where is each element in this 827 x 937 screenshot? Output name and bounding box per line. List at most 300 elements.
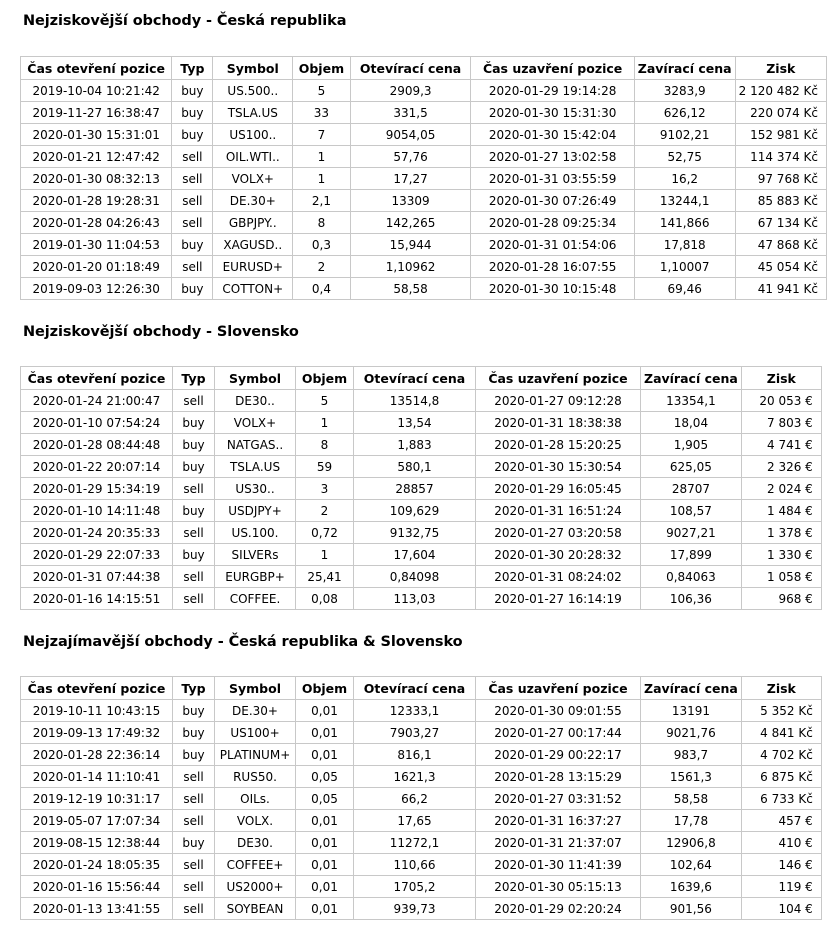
cell-close-price: 17,78: [641, 810, 742, 832]
cell-close-time: 2020-01-28 09:25:34: [471, 212, 634, 234]
column-header-close-price: Zavírací cena: [641, 677, 742, 700]
cell-profit: 85 883 Kč: [735, 190, 826, 212]
cell-symbol: US30..: [215, 478, 296, 500]
cell-close-price: 17,818: [634, 234, 735, 256]
cell-open-time: 2020-01-30 15:31:01: [21, 124, 172, 146]
cell-open-time: 2020-01-24 21:00:47: [21, 390, 173, 412]
cell-profit: 1 330 €: [741, 544, 821, 566]
cell-profit: 67 134 Kč: [735, 212, 826, 234]
cell-close-price: 13244,1: [634, 190, 735, 212]
cell-close-time: 2020-01-27 03:31:52: [476, 788, 641, 810]
cell-close-price: 12906,8: [641, 832, 742, 854]
cell-type: buy: [173, 434, 215, 456]
cell-open-time: 2020-01-13 13:41:55: [21, 898, 173, 920]
table-row: [21, 854, 822, 876]
cell-volume: 8: [293, 212, 350, 234]
cell-open-time: 2020-01-28 22:36:14: [21, 744, 173, 766]
column-header-open-price: Otevírací cena: [354, 677, 476, 700]
cell-volume: 5: [293, 80, 350, 102]
cell-symbol: SILVERs: [215, 544, 296, 566]
cell-close-time: 2020-01-27 00:17:44: [476, 722, 641, 744]
cell-close-price: 28707: [641, 478, 742, 500]
column-header-open-time: Čas otevření pozice: [21, 367, 173, 390]
cell-close-time: 2020-01-27 09:12:28: [476, 390, 641, 412]
cell-close-time: 2020-01-31 03:55:59: [471, 168, 634, 190]
table-row: [21, 80, 827, 102]
table-row: [21, 434, 822, 456]
cell-close-time: 2020-01-31 16:37:27: [476, 810, 641, 832]
cell-close-time: 2020-01-28 13:15:29: [476, 766, 641, 788]
cell-symbol: COFFEE.: [215, 588, 296, 610]
cell-volume: 2,1: [293, 190, 350, 212]
cell-open-time: 2020-01-24 18:05:35: [21, 854, 173, 876]
cell-close-price: 1,10007: [634, 256, 735, 278]
cell-open-time: 2020-01-28 04:26:43: [21, 212, 172, 234]
cell-type: buy: [173, 544, 215, 566]
cell-close-time: 2020-01-31 18:38:38: [476, 412, 641, 434]
cell-type: sell: [172, 146, 213, 168]
column-header-type: Typ: [173, 677, 215, 700]
cell-type: sell: [173, 876, 215, 898]
cell-open-price: 939,73: [354, 898, 476, 920]
column-header-open-price: Otevírací cena: [354, 367, 476, 390]
section-title-cz: Nejziskovější obchody - Česká republika: [23, 13, 347, 29]
cell-open-time: 2020-01-28 19:28:31: [21, 190, 172, 212]
cell-open-price: 17,65: [354, 810, 476, 832]
cell-symbol: US100..: [213, 124, 293, 146]
cell-close-time: 2020-01-29 00:22:17: [476, 744, 641, 766]
cell-open-price: 0,84098: [354, 566, 476, 588]
cell-open-price: 1,883: [354, 434, 476, 456]
table-row: [21, 700, 822, 722]
column-header-symbol: Symbol: [215, 677, 296, 700]
cell-volume: 0,01: [296, 832, 354, 854]
cell-open-price: 7903,27: [354, 722, 476, 744]
column-header-profit: Zisk: [735, 57, 826, 80]
cell-volume: 0,4: [293, 278, 350, 300]
cell-volume: 59: [296, 456, 354, 478]
cell-profit: 41 941 Kč: [735, 278, 826, 300]
cell-symbol: US2000+: [215, 876, 296, 898]
trades-table-sk: [20, 366, 822, 610]
cell-open-price: 11272,1: [354, 832, 476, 854]
column-header-close-price: Zavírací cena: [641, 367, 742, 390]
cell-type: buy: [172, 80, 213, 102]
column-header-volume: Objem: [293, 57, 350, 80]
cell-close-time: 2020-01-28 16:07:55: [471, 256, 634, 278]
cell-profit: 20 053 €: [741, 390, 821, 412]
cell-close-price: 9102,21: [634, 124, 735, 146]
cell-close-time: 2020-01-27 16:14:19: [476, 588, 641, 610]
cell-volume: 5: [296, 390, 354, 412]
cell-close-price: 13354,1: [641, 390, 742, 412]
cell-close-price: 1,905: [641, 434, 742, 456]
cell-open-time: 2019-08-15 12:38:44: [21, 832, 173, 854]
cell-symbol: DE30.: [215, 832, 296, 854]
cell-close-time: 2020-01-30 10:15:48: [471, 278, 634, 300]
cell-close-price: 52,75: [634, 146, 735, 168]
cell-volume: 1: [296, 544, 354, 566]
cell-type: sell: [173, 854, 215, 876]
cell-symbol: XAGUSD..: [213, 234, 293, 256]
cell-close-time: 2020-01-28 15:20:25: [476, 434, 641, 456]
cell-close-time: 2020-01-30 15:31:30: [471, 102, 634, 124]
cell-symbol: USDJPY+: [215, 500, 296, 522]
cell-open-time: 2020-01-10 07:54:24: [21, 412, 173, 434]
cell-open-price: 1,10962: [350, 256, 471, 278]
cell-profit: 4 702 Kč: [741, 744, 821, 766]
cell-type: buy: [173, 832, 215, 854]
cell-close-time: 2020-01-27 03:20:58: [476, 522, 641, 544]
section-title-cz-sk: Nejzajímavější obchody - Česká republika & Slovensko: [23, 634, 463, 650]
cell-type: sell: [173, 390, 215, 412]
table-header-row: [21, 57, 827, 80]
cell-profit: 7 803 €: [741, 412, 821, 434]
cell-close-price: 106,36: [641, 588, 742, 610]
table-row: [21, 722, 822, 744]
cell-open-price: 113,03: [354, 588, 476, 610]
cell-symbol: DE.30+: [213, 190, 293, 212]
cell-open-time: 2020-01-10 14:11:48: [21, 500, 173, 522]
cell-volume: 3: [296, 478, 354, 500]
column-header-symbol: Symbol: [215, 367, 296, 390]
cell-close-price: 625,05: [641, 456, 742, 478]
cell-symbol: OIL.WTI..: [213, 146, 293, 168]
cell-type: sell: [172, 212, 213, 234]
cell-close-price: 901,56: [641, 898, 742, 920]
cell-close-price: 141,866: [634, 212, 735, 234]
cell-open-time: 2020-01-30 08:32:13: [21, 168, 172, 190]
cell-profit: 2 120 482 Kč: [735, 80, 826, 102]
cell-open-price: 17,27: [350, 168, 471, 190]
cell-symbol: VOLX.: [215, 810, 296, 832]
cell-open-price: 13,54: [354, 412, 476, 434]
cell-volume: 0,72: [296, 522, 354, 544]
cell-open-time: 2019-12-19 10:31:17: [21, 788, 173, 810]
cell-close-price: 983,7: [641, 744, 742, 766]
cell-volume: 8: [296, 434, 354, 456]
cell-profit: 410 €: [741, 832, 821, 854]
cell-open-price: 142,265: [350, 212, 471, 234]
cell-open-price: 13514,8: [354, 390, 476, 412]
cell-type: buy: [173, 500, 215, 522]
cell-symbol: US100+: [215, 722, 296, 744]
cell-close-price: 1639,6: [641, 876, 742, 898]
cell-open-time: 2020-01-14 11:10:41: [21, 766, 173, 788]
table-row: [21, 412, 822, 434]
cell-profit: 457 €: [741, 810, 821, 832]
cell-profit: 6 875 Kč: [741, 766, 821, 788]
cell-symbol: US.500..: [213, 80, 293, 102]
cell-profit: 4 841 Kč: [741, 722, 821, 744]
cell-open-time: 2019-05-07 17:07:34: [21, 810, 173, 832]
table-row: [21, 190, 827, 212]
column-header-open-time: Čas otevření pozice: [21, 57, 172, 80]
column-header-close-time: Čas uzavření pozice: [471, 57, 634, 80]
cell-close-price: 9027,21: [641, 522, 742, 544]
cell-open-time: 2019-10-11 10:43:15: [21, 700, 173, 722]
cell-close-price: 102,64: [641, 854, 742, 876]
column-header-close-time: Čas uzavření pozice: [476, 677, 641, 700]
cell-volume: 0,01: [296, 898, 354, 920]
column-header-open-price: Otevírací cena: [350, 57, 471, 80]
cell-symbol: PLATINUM+: [215, 744, 296, 766]
cell-volume: 0,01: [296, 854, 354, 876]
cell-open-price: 17,604: [354, 544, 476, 566]
table-row: [21, 898, 822, 920]
cell-open-price: 580,1: [354, 456, 476, 478]
cell-type: sell: [172, 190, 213, 212]
cell-close-time: 2020-01-30 09:01:55: [476, 700, 641, 722]
cell-volume: 25,41: [296, 566, 354, 588]
cell-type: sell: [173, 566, 215, 588]
cell-open-price: 66,2: [354, 788, 476, 810]
cell-open-time: 2019-09-03 12:26:30: [21, 278, 172, 300]
table-row: [21, 456, 822, 478]
cell-profit: 47 868 Kč: [735, 234, 826, 256]
cell-close-time: 2020-01-31 21:37:07: [476, 832, 641, 854]
column-header-close-price: Zavírací cena: [634, 57, 735, 80]
cell-volume: 2: [296, 500, 354, 522]
cell-open-time: 2020-01-20 01:18:49: [21, 256, 172, 278]
table-row: [21, 766, 822, 788]
cell-close-price: 17,899: [641, 544, 742, 566]
cell-open-time: 2020-01-24 20:35:33: [21, 522, 173, 544]
cell-close-time: 2020-01-31 01:54:06: [471, 234, 634, 256]
table-row: [21, 256, 827, 278]
cell-open-time: 2019-09-13 17:49:32: [21, 722, 173, 744]
table-row: [21, 278, 827, 300]
table-row: [21, 212, 827, 234]
cell-volume: 2: [293, 256, 350, 278]
cell-open-price: 1621,3: [354, 766, 476, 788]
trades-table-cz-sk: [20, 676, 822, 920]
cell-type: sell: [173, 898, 215, 920]
column-header-profit: Zisk: [741, 677, 821, 700]
table-row: [21, 234, 827, 256]
cell-open-price: 9054,05: [350, 124, 471, 146]
cell-profit: 152 981 Kč: [735, 124, 826, 146]
table-row: [21, 788, 822, 810]
cell-profit: 4 741 €: [741, 434, 821, 456]
cell-type: sell: [173, 478, 215, 500]
cell-close-time: 2020-01-31 08:24:02: [476, 566, 641, 588]
cell-close-time: 2020-01-30 15:30:54: [476, 456, 641, 478]
cell-close-time: 2020-01-29 16:05:45: [476, 478, 641, 500]
cell-close-time: 2020-01-30 20:28:32: [476, 544, 641, 566]
table-row: [21, 146, 827, 168]
cell-close-price: 16,2: [634, 168, 735, 190]
cell-close-time: 2020-01-29 02:20:24: [476, 898, 641, 920]
cell-close-price: 69,46: [634, 278, 735, 300]
cell-symbol: TSLA.US: [215, 456, 296, 478]
cell-close-price: 18,04: [641, 412, 742, 434]
table-row: [21, 168, 827, 190]
cell-type: buy: [173, 700, 215, 722]
cell-type: buy: [173, 744, 215, 766]
cell-open-price: 1705,2: [354, 876, 476, 898]
table-row: [21, 390, 822, 412]
table-row: [21, 876, 822, 898]
cell-open-price: 110,66: [354, 854, 476, 876]
column-header-type: Typ: [172, 57, 213, 80]
cell-type: buy: [173, 412, 215, 434]
column-header-symbol: Symbol: [213, 57, 293, 80]
cell-volume: 33: [293, 102, 350, 124]
cell-type: sell: [173, 588, 215, 610]
cell-close-price: 13191: [641, 700, 742, 722]
cell-type: buy: [173, 722, 215, 744]
cell-type: sell: [172, 256, 213, 278]
cell-symbol: VOLX+: [213, 168, 293, 190]
cell-open-time: 2020-01-22 20:07:14: [21, 456, 173, 478]
section-title-sk: Nejziskovější obchody - Slovensko: [23, 324, 299, 340]
cell-open-price: 9132,75: [354, 522, 476, 544]
cell-close-time: 2020-01-30 11:41:39: [476, 854, 641, 876]
table-row: [21, 478, 822, 500]
cell-volume: 1: [296, 412, 354, 434]
cell-symbol: NATGAS..: [215, 434, 296, 456]
cell-volume: 7: [293, 124, 350, 146]
cell-open-price: 28857: [354, 478, 476, 500]
cell-close-time: 2020-01-31 16:51:24: [476, 500, 641, 522]
cell-type: sell: [173, 522, 215, 544]
cell-open-time: 2019-11-27 16:38:47: [21, 102, 172, 124]
table-header-row: [21, 677, 822, 700]
cell-symbol: COTTON+: [213, 278, 293, 300]
cell-type: sell: [173, 766, 215, 788]
table-row: [21, 810, 822, 832]
cell-volume: 0,01: [296, 722, 354, 744]
cell-profit: 1 058 €: [741, 566, 821, 588]
cell-volume: 0,01: [296, 700, 354, 722]
cell-type: sell: [173, 788, 215, 810]
cell-volume: 0,3: [293, 234, 350, 256]
table-row: [21, 102, 827, 124]
cell-close-time: 2020-01-29 19:14:28: [471, 80, 634, 102]
cell-volume: 0,01: [296, 810, 354, 832]
cell-open-time: 2020-01-31 07:44:38: [21, 566, 173, 588]
cell-open-time: 2020-01-16 14:15:51: [21, 588, 173, 610]
cell-type: buy: [173, 456, 215, 478]
cell-profit: 119 €: [741, 876, 821, 898]
cell-volume: 0,08: [296, 588, 354, 610]
column-header-volume: Objem: [296, 367, 354, 390]
table-row: [21, 124, 827, 146]
cell-symbol: GBPJPY..: [213, 212, 293, 234]
cell-type: buy: [172, 124, 213, 146]
cell-profit: 45 054 Kč: [735, 256, 826, 278]
cell-profit: 146 €: [741, 854, 821, 876]
cell-profit: 2 326 €: [741, 456, 821, 478]
column-header-profit: Zisk: [741, 367, 821, 390]
cell-volume: 0,05: [296, 788, 354, 810]
table-row: [21, 588, 822, 610]
cell-open-price: 12333,1: [354, 700, 476, 722]
column-header-close-time: Čas uzavření pozice: [476, 367, 641, 390]
cell-open-time: 2020-01-29 22:07:33: [21, 544, 173, 566]
cell-open-price: 13309: [350, 190, 471, 212]
cell-type: sell: [173, 810, 215, 832]
cell-symbol: DE30..: [215, 390, 296, 412]
cell-symbol: OILs.: [215, 788, 296, 810]
cell-profit: 5 352 Kč: [741, 700, 821, 722]
cell-profit: 220 074 Kč: [735, 102, 826, 124]
cell-symbol: COFFEE+: [215, 854, 296, 876]
cell-profit: 114 374 Kč: [735, 146, 826, 168]
cell-type: buy: [172, 234, 213, 256]
cell-symbol: US.100.: [215, 522, 296, 544]
cell-volume: 0,05: [296, 766, 354, 788]
cell-close-time: 2020-01-30 07:26:49: [471, 190, 634, 212]
cell-open-time: 2019-01-30 11:04:53: [21, 234, 172, 256]
table-row: [21, 566, 822, 588]
cell-open-price: 2909,3: [350, 80, 471, 102]
cell-profit: 1 378 €: [741, 522, 821, 544]
table-row: [21, 744, 822, 766]
cell-open-time: 2020-01-21 12:47:42: [21, 146, 172, 168]
cell-open-time: 2020-01-29 15:34:19: [21, 478, 173, 500]
cell-type: sell: [172, 168, 213, 190]
cell-close-price: 0,84063: [641, 566, 742, 588]
cell-open-price: 57,76: [350, 146, 471, 168]
cell-profit: 968 €: [741, 588, 821, 610]
cell-symbol: DE.30+: [215, 700, 296, 722]
cell-open-price: 331,5: [350, 102, 471, 124]
column-header-open-time: Čas otevření pozice: [21, 677, 173, 700]
cell-open-price: 816,1: [354, 744, 476, 766]
cell-close-price: 626,12: [634, 102, 735, 124]
cell-close-time: 2020-01-30 05:15:13: [476, 876, 641, 898]
cell-open-price: 58,58: [350, 278, 471, 300]
cell-profit: 97 768 Kč: [735, 168, 826, 190]
table-row: [21, 522, 822, 544]
cell-type: buy: [172, 278, 213, 300]
cell-close-price: 3283,9: [634, 80, 735, 102]
trades-table-cz: [20, 56, 827, 300]
cell-open-time: 2020-01-16 15:56:44: [21, 876, 173, 898]
table-row: [21, 500, 822, 522]
column-header-volume: Objem: [296, 677, 354, 700]
table-row: [21, 832, 822, 854]
cell-close-time: 2020-01-30 15:42:04: [471, 124, 634, 146]
cell-open-price: 109,629: [354, 500, 476, 522]
cell-profit: 2 024 €: [741, 478, 821, 500]
cell-close-price: 9021,76: [641, 722, 742, 744]
cell-profit: 6 733 Kč: [741, 788, 821, 810]
cell-close-time: 2020-01-27 13:02:58: [471, 146, 634, 168]
cell-open-time: 2019-10-04 10:21:42: [21, 80, 172, 102]
cell-symbol: VOLX+: [215, 412, 296, 434]
cell-volume: 0,01: [296, 876, 354, 898]
table-row: [21, 544, 822, 566]
cell-symbol: EURUSD+: [213, 256, 293, 278]
cell-symbol: RUS50.: [215, 766, 296, 788]
cell-profit: 1 484 €: [741, 500, 821, 522]
cell-open-price: 15,944: [350, 234, 471, 256]
cell-close-price: 58,58: [641, 788, 742, 810]
cell-close-price: 108,57: [641, 500, 742, 522]
cell-symbol: EURGBP+: [215, 566, 296, 588]
cell-volume: 1: [293, 168, 350, 190]
cell-close-price: 1561,3: [641, 766, 742, 788]
cell-profit: 104 €: [741, 898, 821, 920]
cell-open-time: 2020-01-28 08:44:48: [21, 434, 173, 456]
cell-volume: 1: [293, 146, 350, 168]
cell-symbol: SOYBEAN: [215, 898, 296, 920]
column-header-type: Typ: [173, 367, 215, 390]
cell-symbol: TSLA.US: [213, 102, 293, 124]
